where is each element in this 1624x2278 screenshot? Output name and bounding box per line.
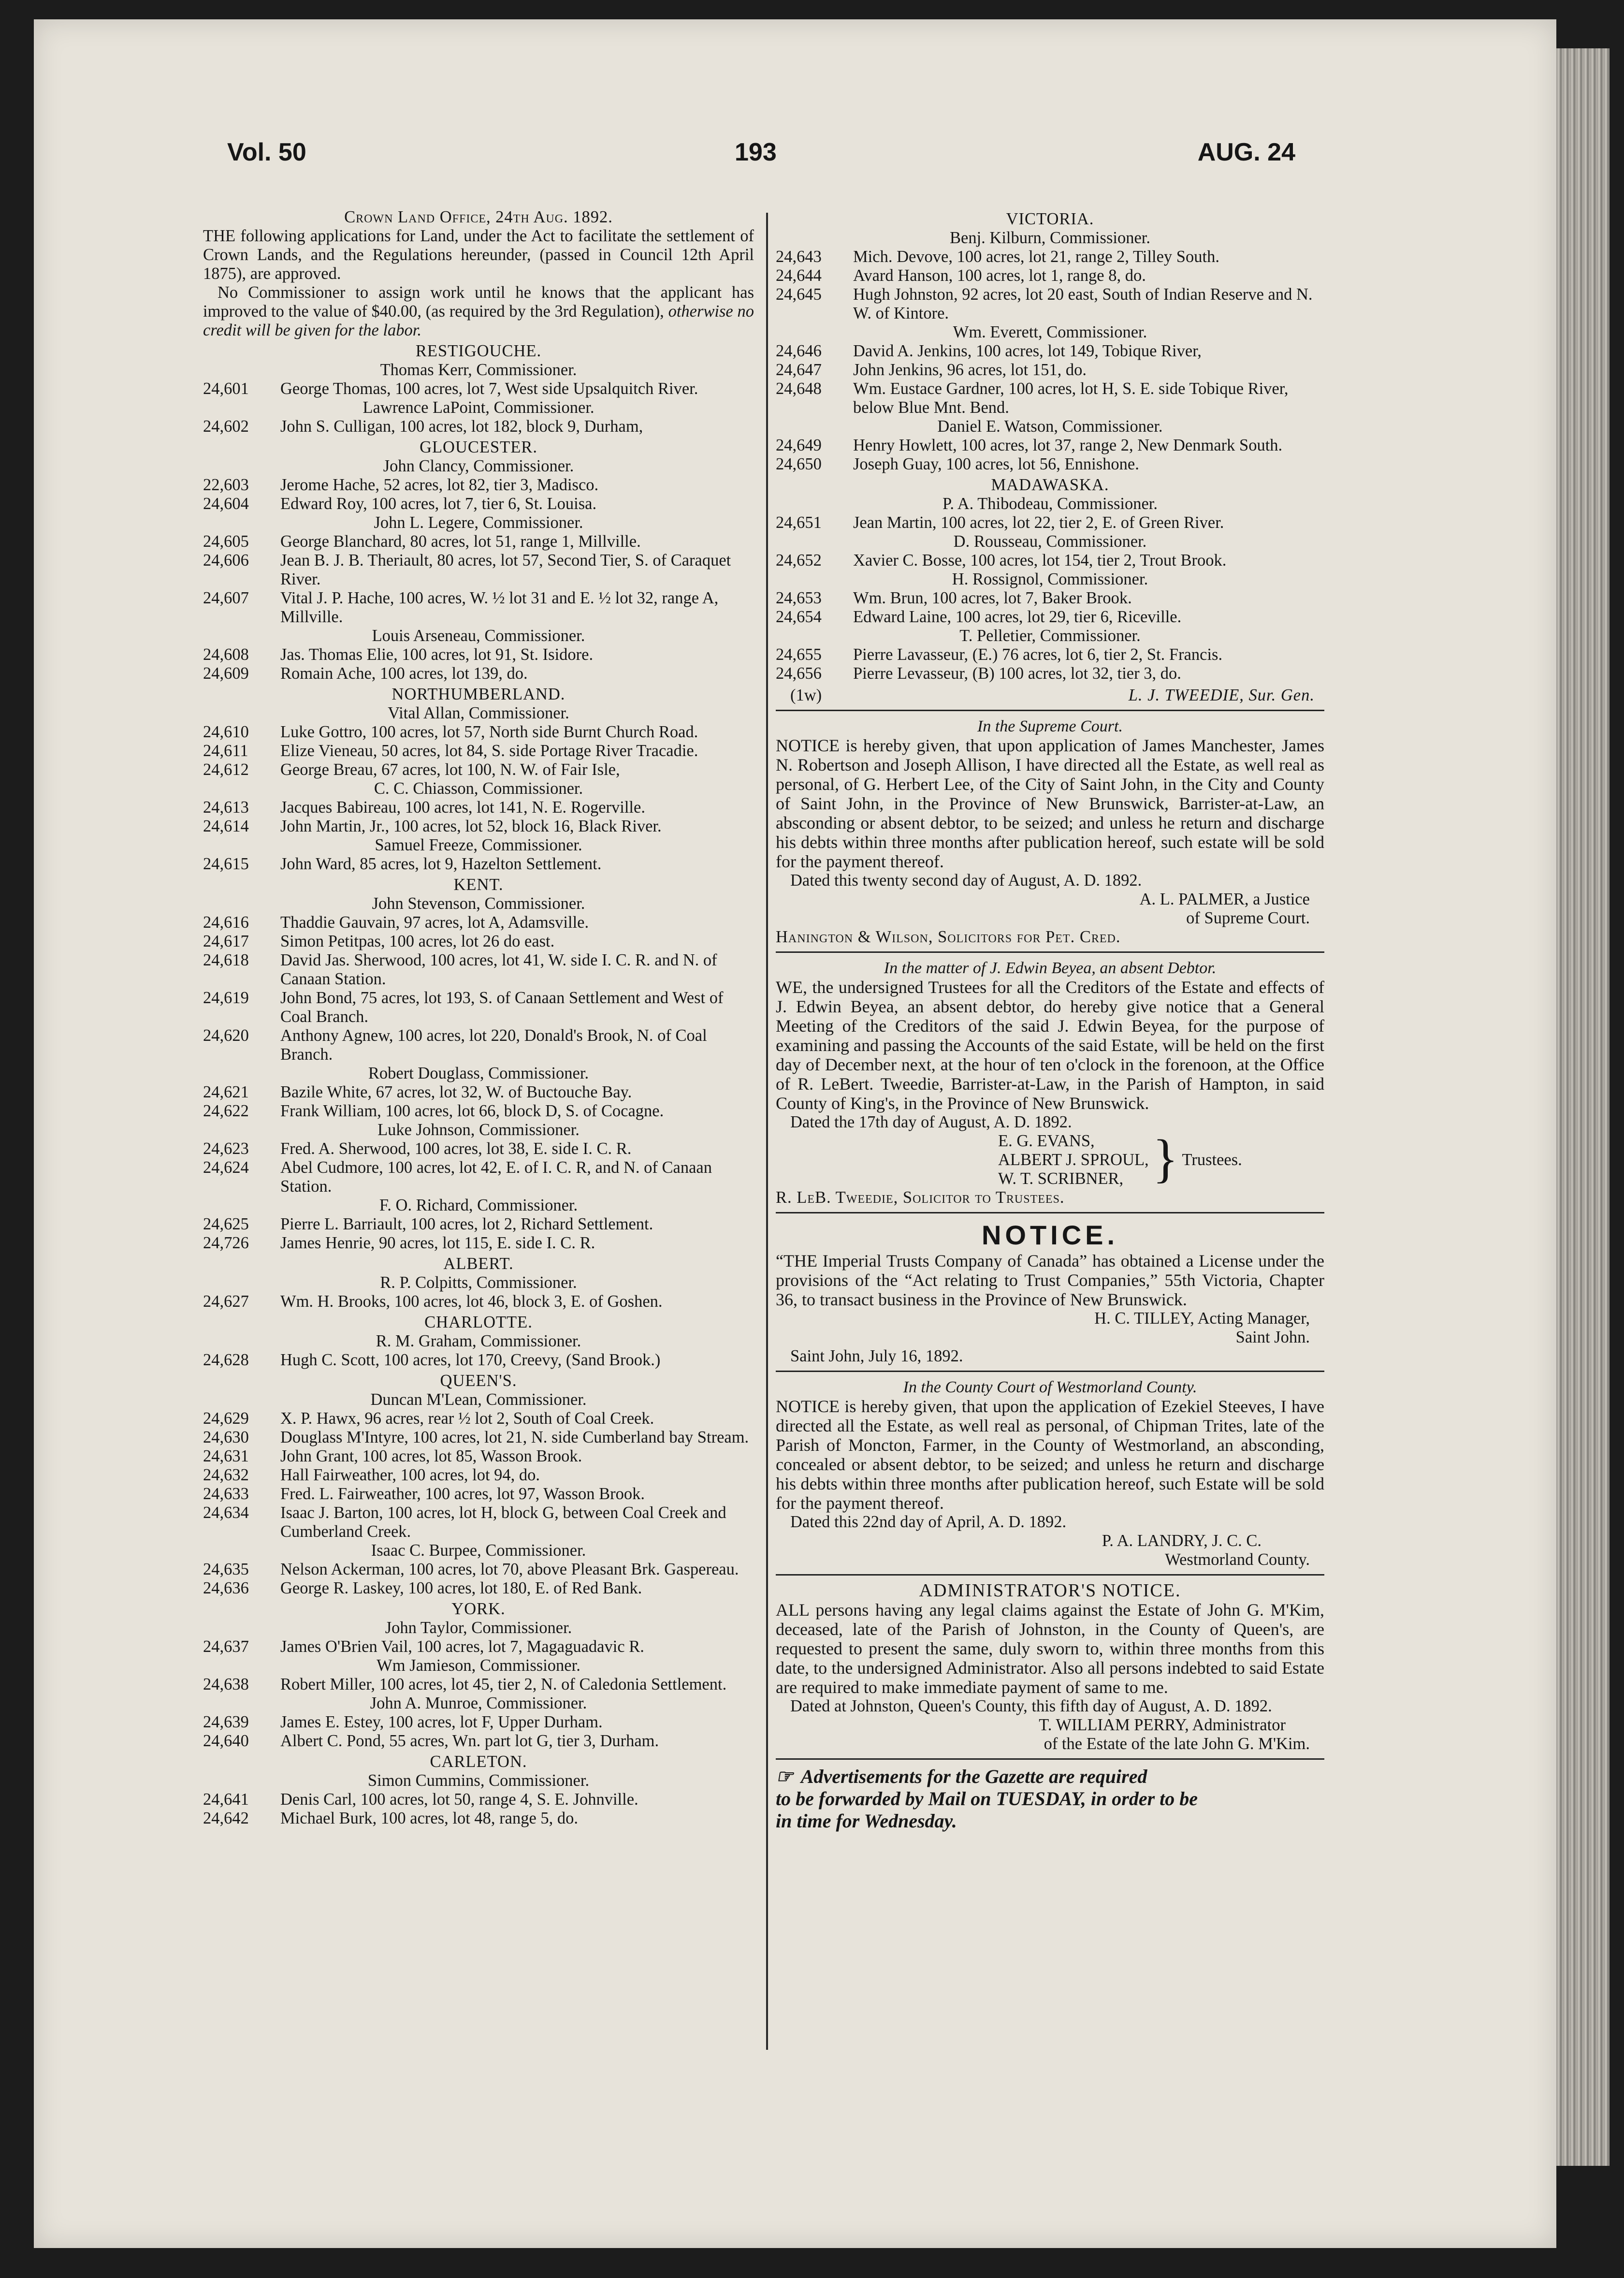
application-text: George Breau, 67 acres, lot 100, N. W. of Fair Isle, — [280, 760, 620, 779]
commissioner-name: John Clancy, Commissioner. — [383, 457, 574, 475]
application-text: Vital J. P. Hache, 100 acres, W. ½ lot 31 and E. ½ lot 32, range A, Millville. — [280, 589, 719, 626]
application-number: 24,628 — [203, 1351, 249, 1369]
county-heading: MADAWASKA. — [991, 476, 1109, 494]
page-edges — [1556, 48, 1610, 2166]
county-heading: CHARLOTTE. — [424, 1313, 533, 1331]
divider-rule — [776, 1574, 1324, 1576]
westmorland-signature: P. A. LANDRY, J. C. C. — [1102, 1532, 1262, 1550]
application-text: Wm. H. Brooks, 100 acres, lot 46, block 3, E. of Goshen. — [280, 1292, 663, 1311]
westmorland-notice: NOTICE is hereby given, that upon the application of Ezekiel Steeves, I have directed all the Estate, as well real as personal, of Chipman Trites, late of the Parish of Moncton, Farmer, in the County of Westmorland, an absconding, concealed or absent debtor, to be seized; and unless he return and discharge his debts within three months after publication hereof, such Estate will be sold for the payment thereof. — [776, 1397, 1324, 1513]
application-number: 24,641 — [203, 1790, 249, 1809]
application-text: Frank William, 100 acres, lot 66, block D, S. of Cocagne. — [280, 1102, 664, 1120]
application-number: 24,635 — [203, 1560, 249, 1578]
commissioner-name: T. Pelletier, Commissioner. — [959, 627, 1141, 645]
application-text: John S. Culligan, 100 acres, lot 182, block 9, Durham, — [280, 417, 643, 436]
application-number: 24,617 — [203, 932, 249, 950]
application-number: 22,603 — [203, 476, 249, 494]
application-number: 24,644 — [776, 266, 822, 285]
application-entry — [203, 1637, 754, 1656]
application-entry — [776, 361, 1324, 380]
application-entry — [776, 608, 1324, 627]
trustee-name: E. G. EVANS, — [998, 1132, 1095, 1150]
application-entry — [203, 1504, 754, 1541]
application-number: 24,608 — [203, 645, 249, 664]
petitioner-solicitors: Hanington & Wilson, Solicitors for Pet. Cred. — [776, 928, 1121, 946]
application-text: Nelson Ackerman, 100 acres, lot 70, above Pleasant Brk. Gaspereau. — [280, 1560, 739, 1578]
commissioner-name: Thomas Kerr, Commissioner. — [380, 361, 577, 379]
application-text: Denis Carl, 100 acres, lot 50, range 4, S. E. Johnville. — [280, 1790, 638, 1809]
divider-rule — [776, 710, 1324, 711]
application-number: 24,642 — [203, 1809, 249, 1827]
commissioner-name: Isaac C. Burpee, Commissioner. — [371, 1541, 586, 1560]
trustees-label: Trustees. — [1182, 1151, 1242, 1169]
crown-note — [203, 283, 754, 340]
application-number: 24,627 — [203, 1292, 249, 1311]
county-heading: QUEEN'S. — [440, 1372, 517, 1390]
application-number: 24,605 — [203, 532, 249, 551]
application-entry — [203, 1409, 754, 1428]
volume-label: Vol. 50 — [227, 138, 306, 166]
left-column — [203, 208, 754, 1828]
application-number: 24,638 — [203, 1675, 249, 1694]
application-entry — [203, 1351, 754, 1370]
application-number: 24,609 — [203, 664, 249, 683]
crown-note-italic: otherwise no credit will be given for the labor. — [203, 302, 754, 339]
commissioner-name: John A. Munroe, Commissioner. — [370, 1694, 587, 1712]
application-text: Henry Howlett, 100 acres, lot 37, range 2, New Denmark South. — [853, 436, 1283, 454]
county-heading: ALBERT. — [443, 1255, 514, 1273]
application-entry — [203, 951, 754, 989]
application-number: 24,645 — [776, 285, 822, 304]
supreme-court-signature: A. L. PALMER, a Justice — [1139, 890, 1310, 908]
application-text: Anthony Agnew, 100 acres, lot 220, Donald's Brook, N. of Coal Branch. — [280, 1026, 707, 1064]
beyea-notice: WE, the undersigned Trustees for all the Creditors of the Estate and effects of J. Edwin Beyea, an absent debtor, do hereby give notice that a General Meeting of the Creditors of the said J. Edwin Beyea, for the purpose of examining and passing the Accounts of the said Estate, will be held on the first day of December next, at the hour of ten o'clock in the forenoon, at the Office of R. LeBert. Tweedie, Barrister-at-Law, in the Parish of Hampton, in said County of King's, in the Province of New Brunswick. — [776, 978, 1324, 1113]
application-entry — [203, 1485, 754, 1504]
application-number: 24,646 — [776, 342, 822, 360]
application-entry — [203, 1466, 754, 1485]
application-text: Pierre L. Barriault, 100 acres, lot 2, Richard Settlement. — [280, 1215, 653, 1233]
commissioner-name: John L. Legere, Commissioner. — [374, 513, 583, 532]
application-entry — [203, 1809, 754, 1828]
application-number: 24,649 — [776, 436, 822, 454]
application-text: Michael Burk, 100 acres, lot 48, range 5, do. — [280, 1809, 579, 1827]
administrator-dated: Dated at Johnston, Queen's County, this fifth day of August, A. D. 1892. — [790, 1697, 1272, 1715]
crown-note-text: No Commissioner to assign work until he knows that the applicant has improved to the value of $40.00, (as required by the 3rd Regulation), — [203, 283, 754, 321]
application-entry — [203, 1158, 754, 1196]
commissioner-name: Samuel Freeze, Commissioner. — [375, 836, 582, 854]
page-number: 193 — [735, 138, 777, 166]
application-entry — [203, 1675, 754, 1694]
crown-footer — [776, 686, 1324, 705]
commissioner-name: Luke Johnson, Commissioner. — [377, 1121, 580, 1139]
application-entry — [203, 1732, 754, 1751]
application-entry — [203, 495, 754, 513]
westmorland-heading: In the County Court of Westmorland County. — [903, 1378, 1197, 1396]
commissioner-name: R. M. Graham, Commissioner. — [376, 1332, 581, 1350]
application-text: Xavier C. Bosse, 100 acres, lot 154, tier 2, Trout Brook. — [853, 551, 1227, 570]
application-number: 24,604 — [203, 495, 249, 513]
application-entry — [203, 1579, 754, 1598]
beyea-dated: Dated the 17th day of August, A. D. 1892. — [790, 1113, 1072, 1131]
application-number: 24,607 — [203, 589, 249, 607]
application-text: Luke Gottro, 100 acres, lot 57, North side Burnt Church Road. — [280, 723, 698, 741]
application-number: 24,618 — [203, 951, 249, 969]
county-heading: YORK. — [451, 1600, 506, 1618]
issue-date: AUG. 24 — [1197, 138, 1295, 166]
trusts-signature: H. C. TILLEY, Acting Manager, — [1094, 1309, 1310, 1328]
application-entry — [776, 513, 1324, 532]
application-number: 24,624 — [203, 1158, 249, 1177]
county-heading: NORTHUMBERLAND. — [392, 685, 566, 703]
commissioner-name: Simon Cummins, Commissioner. — [367, 1771, 590, 1790]
advertisement-notice — [776, 1766, 1324, 1832]
application-text: Romain Ache, 100 acres, lot 139, do. — [280, 664, 528, 683]
crown-land-office-title: Crown Land Office, 24th Aug. 1892. — [344, 208, 613, 226]
application-text: Thaddie Gauvain, 97 acres, lot A, Adamsville. — [280, 913, 589, 932]
application-number: 24,602 — [203, 417, 249, 436]
county-heading: KENT. — [453, 876, 504, 894]
application-text: Albert C. Pond, 55 acres, Wn. part lot G, tier 3, Durham. — [280, 1732, 659, 1750]
commissioner-name: Lawrence LaPoint, Commissioner. — [362, 398, 594, 417]
administrator-notice-title: ADMINISTRATOR'S NOTICE. — [919, 1580, 1181, 1601]
application-text: Fred. A. Sherwood, 100 acres, lot 38, E. side I. C. R. — [280, 1139, 632, 1158]
supreme-court-signature-title: of Supreme Court. — [1186, 909, 1310, 927]
application-text: Wm. Eustace Gardner, 100 acres, lot H, S. E. side Tobique River, below Blue Mnt. Bend. — [853, 380, 1289, 417]
application-number: 24,613 — [203, 798, 249, 817]
application-number: 24,648 — [776, 380, 822, 398]
application-entry — [203, 1215, 754, 1234]
application-number: 24,655 — [776, 645, 822, 664]
application-entry — [776, 342, 1324, 361]
application-number: 24,623 — [203, 1139, 249, 1158]
application-number: 24,636 — [203, 1579, 249, 1597]
application-entry — [203, 1026, 754, 1064]
application-number: 24,615 — [203, 855, 249, 873]
application-number: 24,610 — [203, 723, 249, 741]
supreme-court-heading: In the Supreme Court. — [977, 717, 1123, 735]
commissioner-name: R. P. Colpitts, Commissioner. — [380, 1273, 577, 1292]
application-text: Wm. Brun, 100 acres, lot 7, Baker Brook. — [853, 589, 1132, 607]
application-entry — [203, 476, 754, 495]
beyea-heading: In the matter of J. Edwin Beyea, an absent Debtor. — [884, 959, 1217, 977]
application-entry — [776, 455, 1324, 474]
application-number: 24,653 — [776, 589, 822, 607]
application-text: Edward Laine, 100 acres, lot 29, tier 6, Riceville. — [853, 608, 1182, 626]
commissioner-name: John Stevenson, Commissioner. — [372, 894, 585, 913]
application-text: Hugh C. Scott, 100 acres, lot 170, Creevy, (Sand Brook.) — [280, 1351, 661, 1369]
application-entry — [203, 1790, 754, 1809]
commissioner-name: Wm. Everett, Commissioner. — [953, 323, 1147, 341]
application-number: 24,647 — [776, 361, 822, 379]
application-entry — [776, 664, 1324, 683]
westmorland-signature-place: Westmorland County. — [1165, 1550, 1310, 1569]
administrator-signature-title: of the Estate of the late John G. M'Kim. — [1044, 1735, 1310, 1753]
application-entry — [203, 664, 754, 683]
commissioner-name: Benj. Kilburn, Commissioner. — [950, 229, 1150, 247]
application-entry — [203, 380, 754, 398]
right-applications-list — [776, 210, 1324, 683]
application-number: 24,630 — [203, 1428, 249, 1446]
application-entry — [203, 1234, 754, 1253]
advert-line-1: Advertisements for the Gazette are required — [800, 1766, 1147, 1787]
application-entry — [203, 742, 754, 760]
page-header — [193, 138, 1295, 186]
application-text: Bazile White, 67 acres, lot 32, W. of Buctouche Bay. — [280, 1083, 632, 1101]
application-entry — [203, 817, 754, 836]
application-text: George Thomas, 100 acres, lot 7, West side Upsalquitch River. — [280, 380, 698, 398]
application-entry — [203, 551, 754, 589]
application-number: 24,619 — [203, 989, 249, 1007]
application-number: 24,643 — [776, 248, 822, 266]
commissioner-name: John Taylor, Commissioner. — [385, 1619, 572, 1637]
commissioner-name: Vital Allan, Commissioner. — [388, 704, 569, 722]
notice-title: NOTICE. — [981, 1220, 1119, 1250]
application-number: 24,621 — [203, 1083, 249, 1101]
application-text: George Blanchard, 80 acres, lot 51, range 1, Millville. — [280, 532, 641, 551]
application-text: John Bond, 75 acres, lot 193, S. of Canaan Settlement and West of Coal Branch. — [280, 989, 724, 1026]
application-number: 24,631 — [203, 1447, 249, 1465]
supreme-court-dated: Dated this twenty second day of August, A. D. 1892. — [790, 871, 1142, 890]
application-number: 24,622 — [203, 1102, 249, 1120]
application-number: 24,620 — [203, 1026, 249, 1045]
application-text: Edward Roy, 100 acres, lot 7, tier 6, St. Louisa. — [280, 495, 597, 513]
application-text: David A. Jenkins, 100 acres, lot 149, Tobique River, — [853, 342, 1202, 360]
application-number: 24,632 — [203, 1466, 249, 1484]
application-number: 24,637 — [203, 1637, 249, 1656]
administrator-signature: T. WILLIAM PERRY, Administrator — [1039, 1716, 1286, 1734]
application-text: John Ward, 85 acres, lot 9, Hazelton Settlement. — [280, 855, 602, 873]
application-text: Jean B. J. B. Theriault, 80 acres, lot 57, Second Tier, S. of Caraquet River. — [280, 551, 731, 588]
commissioner-name: Duncan M'Lean, Commissioner. — [370, 1390, 587, 1409]
application-entry — [203, 1447, 754, 1466]
application-text: John Martin, Jr., 100 acres, lot 52, block 16, Black River. — [280, 817, 662, 835]
application-text: Jean Martin, 100 acres, lot 22, tier 2, E. of Green River. — [853, 513, 1224, 532]
crown-intro: THE following applications for Land, under the Act to facilitate the settlement of Crown Lands, and the Regulations hereunder, (passed in Council 12th April 1875), are approved. — [203, 227, 754, 283]
trustee-name: ALBERT J. SPROUL, — [998, 1151, 1149, 1169]
application-entry — [203, 1560, 754, 1579]
application-entry — [203, 589, 754, 627]
application-entry — [776, 645, 1324, 664]
trusts-dated: Saint John, July 16, 1892. — [790, 1347, 963, 1365]
supreme-court-notice: NOTICE is hereby given, that upon application of James Manchester, James N. Robertson and Joseph Allison, I have directed all the Estate, as well real as personal, of G. Herbert Lee, of the City of Saint John, in the City and County of Saint John, in the Province of New Brunswick, Barrister-at-Law, an absconding or absent debtor, to be seized; and unless he return and discharge his debts within three months after publication hereof, such estate will be sold for the payment thereof. — [776, 736, 1324, 871]
application-text: Joseph Guay, 100 acres, lot 56, Ennishone. — [853, 455, 1139, 473]
application-text: Fred. L. Fairweather, 100 acres, lot 97, Wasson Brook. — [280, 1485, 645, 1503]
commissioner-name: Wm Jamieson, Commissioner. — [377, 1656, 580, 1675]
westmorland-dated: Dated this 22nd day of April, A. D. 1892. — [790, 1513, 1067, 1531]
imperial-trusts-notice: “THE Imperial Trusts Company of Canada” has obtained a License under the provisions of the “Act relating to Trust Companies,” 55th Victoria, Chapter 36, to transact business in the Province of New Brunswick. — [776, 1251, 1324, 1309]
county-heading: RESTIGOUCHE. — [415, 342, 542, 360]
application-entry — [203, 645, 754, 664]
application-text: Pierre Levasseur, (B) 100 acres, lot 32, tier 3, do. — [853, 664, 1181, 683]
trustee-names — [998, 1132, 1149, 1188]
divider-rule — [776, 951, 1324, 953]
application-text: Abel Cudmore, 100 acres, lot 42, E. of I. C. R, and N. of Canaan Station. — [280, 1158, 712, 1196]
application-text: George R. Laskey, 100 acres, lot 180, E. of Red Bank. — [280, 1579, 642, 1597]
insertion-mark: (1w) — [790, 686, 822, 704]
application-text: Douglass M'Intyre, 100 acres, lot 21, N. side Cumberland bay Stream. — [280, 1428, 749, 1446]
application-entry — [203, 932, 754, 951]
application-entry — [203, 417, 754, 436]
application-entry — [203, 1713, 754, 1732]
column-divider — [766, 213, 768, 2050]
county-heading: CARLETON. — [430, 1752, 527, 1771]
application-text: Mich. Devove, 100 acres, lot 21, range 2, Tilley South. — [853, 248, 1219, 266]
commissioner-name: C. C. Chiasson, Commissioner. — [374, 779, 583, 798]
application-entry — [203, 989, 754, 1026]
application-number: 24,639 — [203, 1713, 249, 1731]
divider-rule — [776, 1212, 1324, 1213]
application-number: 24,629 — [203, 1409, 249, 1428]
application-number: 24,601 — [203, 380, 249, 398]
application-text: David Jas. Sherwood, 100 acres, lot 41, W. side I. C. R. and N. of Canaan Station. — [280, 951, 717, 988]
commissioner-name: Louis Arseneau, Commissioner. — [372, 627, 585, 645]
application-number: 24,651 — [776, 513, 822, 532]
application-text: Simon Petitpas, 100 acres, lot 26 do east. — [280, 932, 555, 950]
application-entry — [203, 1083, 754, 1102]
application-number: 24,633 — [203, 1485, 249, 1503]
application-entry — [203, 913, 754, 932]
divider-rule — [776, 1371, 1324, 1372]
divider-rule — [776, 1758, 1324, 1760]
right-column — [776, 208, 1324, 1832]
application-entry — [776, 380, 1324, 417]
application-text: Avard Hanson, 100 acres, lot 1, range 8, do. — [853, 266, 1146, 285]
application-entry — [203, 723, 754, 742]
application-number: 24,654 — [776, 608, 822, 626]
advert-line-2: to be forwarded by Mail on TUESDAY, in order to be — [776, 1788, 1198, 1810]
application-entry — [203, 760, 754, 779]
application-text: James E. Estey, 100 acres, lot F, Upper Durham. — [280, 1713, 603, 1731]
commissioner-name: H. Rossignol, Commissioner. — [952, 570, 1148, 588]
application-number: 24,650 — [776, 455, 822, 473]
application-text: X. P. Hawx, 96 acres, rear ½ lot 2, South of Coal Creek. — [280, 1409, 654, 1428]
left-applications-list — [203, 342, 754, 1828]
application-entry — [203, 1102, 754, 1121]
commissioner-name: D. Rousseau, Commissioner. — [953, 532, 1147, 551]
trustee-name: W. T. SCRIBNER, — [998, 1169, 1124, 1188]
commissioner-name: P. A. Thibodeau, Commissioner. — [942, 495, 1158, 513]
county-heading: GLOUCESTER. — [420, 438, 537, 456]
application-text: Pierre Lavasseur, (E.) 76 acres, lot 6, tier 2, St. Francis. — [853, 645, 1223, 664]
application-text: Elize Vieneau, 50 acres, lot 84, S. side Portage River Tracadie. — [280, 742, 698, 760]
application-text: Hugh Johnston, 92 acres, lot 20 east, South of Indian Reserve and N. W. of Kintore. — [853, 285, 1313, 322]
application-entry — [203, 1292, 754, 1311]
application-entry — [776, 285, 1324, 323]
application-number: 24,611 — [203, 742, 248, 760]
application-number: 24,614 — [203, 817, 249, 835]
application-number: 24,625 — [203, 1215, 249, 1233]
commissioner-name: Robert Douglass, Commissioner. — [368, 1064, 589, 1082]
application-number: 24,640 — [203, 1732, 249, 1750]
application-number: 24,616 — [203, 913, 249, 932]
application-text: James O'Brien Vail, 100 acres, lot 7, Magaguadavic R. — [280, 1637, 644, 1656]
application-number: 24,652 — [776, 551, 822, 570]
application-text: James Henrie, 90 acres, lot 115, E. side I. C. R. — [280, 1234, 595, 1252]
administrator-notice: ALL persons having any legal claims against the Estate of John G. M'Kim, deceased, late of the Parish of Johnston, in the County of Queen's, are requested to present the same, duly sworn to, within three months from this date, to the undersigned Administrator. Also all persons indebted to said Estate are required to make immediate payment of same to me. — [776, 1600, 1324, 1697]
application-entry — [203, 798, 754, 817]
application-entry — [776, 551, 1324, 570]
application-number: 24,726 — [203, 1234, 249, 1252]
advert-line-3: in time for Wednesday. — [776, 1810, 957, 1832]
application-text: Jas. Thomas Elie, 100 acres, lot 91, St. Isidore. — [280, 645, 594, 664]
surveyor-general-signature: L. J. TWEEDIE, Sur. Gen. — [1128, 686, 1315, 704]
application-text: Robert Miller, 100 acres, lot 45, tier 2, N. of Caledonia Settlement. — [280, 1675, 727, 1694]
application-number: 24,634 — [203, 1504, 249, 1522]
application-text: Jacques Babireau, 100 acres, lot 141, N. E. Rogerville. — [280, 798, 645, 817]
trusts-signature-place: Saint John. — [1235, 1328, 1310, 1346]
application-number: 24,612 — [203, 760, 249, 779]
application-entry — [776, 248, 1324, 266]
commissioner-name: Daniel E. Watson, Commissioner. — [937, 417, 1163, 436]
brace-glyph: } — [1152, 1129, 1178, 1188]
application-entry — [776, 436, 1324, 455]
application-entry — [203, 532, 754, 551]
application-entry — [776, 266, 1324, 285]
pointing-hand-icon: ☞ — [776, 1766, 793, 1787]
application-number: 24,606 — [203, 551, 249, 570]
commissioner-name: F. O. Richard, Commissioner. — [379, 1196, 578, 1214]
application-entry — [776, 589, 1324, 608]
application-entry — [203, 1428, 754, 1447]
application-text: Hall Fairweather, 100 acres, lot 94, do. — [280, 1466, 540, 1484]
application-entry — [203, 855, 754, 874]
trustees-block — [998, 1129, 1324, 1188]
application-text: John Jenkins, 96 acres, lot 151, do. — [853, 361, 1087, 379]
application-text: John Grant, 100 acres, lot 85, Wasson Brook. — [280, 1447, 582, 1465]
trustees-solicitor: R. LeB. Tweedie, Solicitor to Trustees. — [776, 1188, 1065, 1207]
application-number: 24,656 — [776, 664, 822, 683]
application-text: Jerome Hache, 52 acres, lot 82, tier 3, Madisco. — [280, 476, 599, 494]
application-text: Isaac J. Barton, 100 acres, lot H, block G, between Coal Creek and Cumberland Creek. — [280, 1504, 726, 1541]
application-entry — [203, 1139, 754, 1158]
county-heading: VICTORIA. — [1006, 210, 1094, 228]
